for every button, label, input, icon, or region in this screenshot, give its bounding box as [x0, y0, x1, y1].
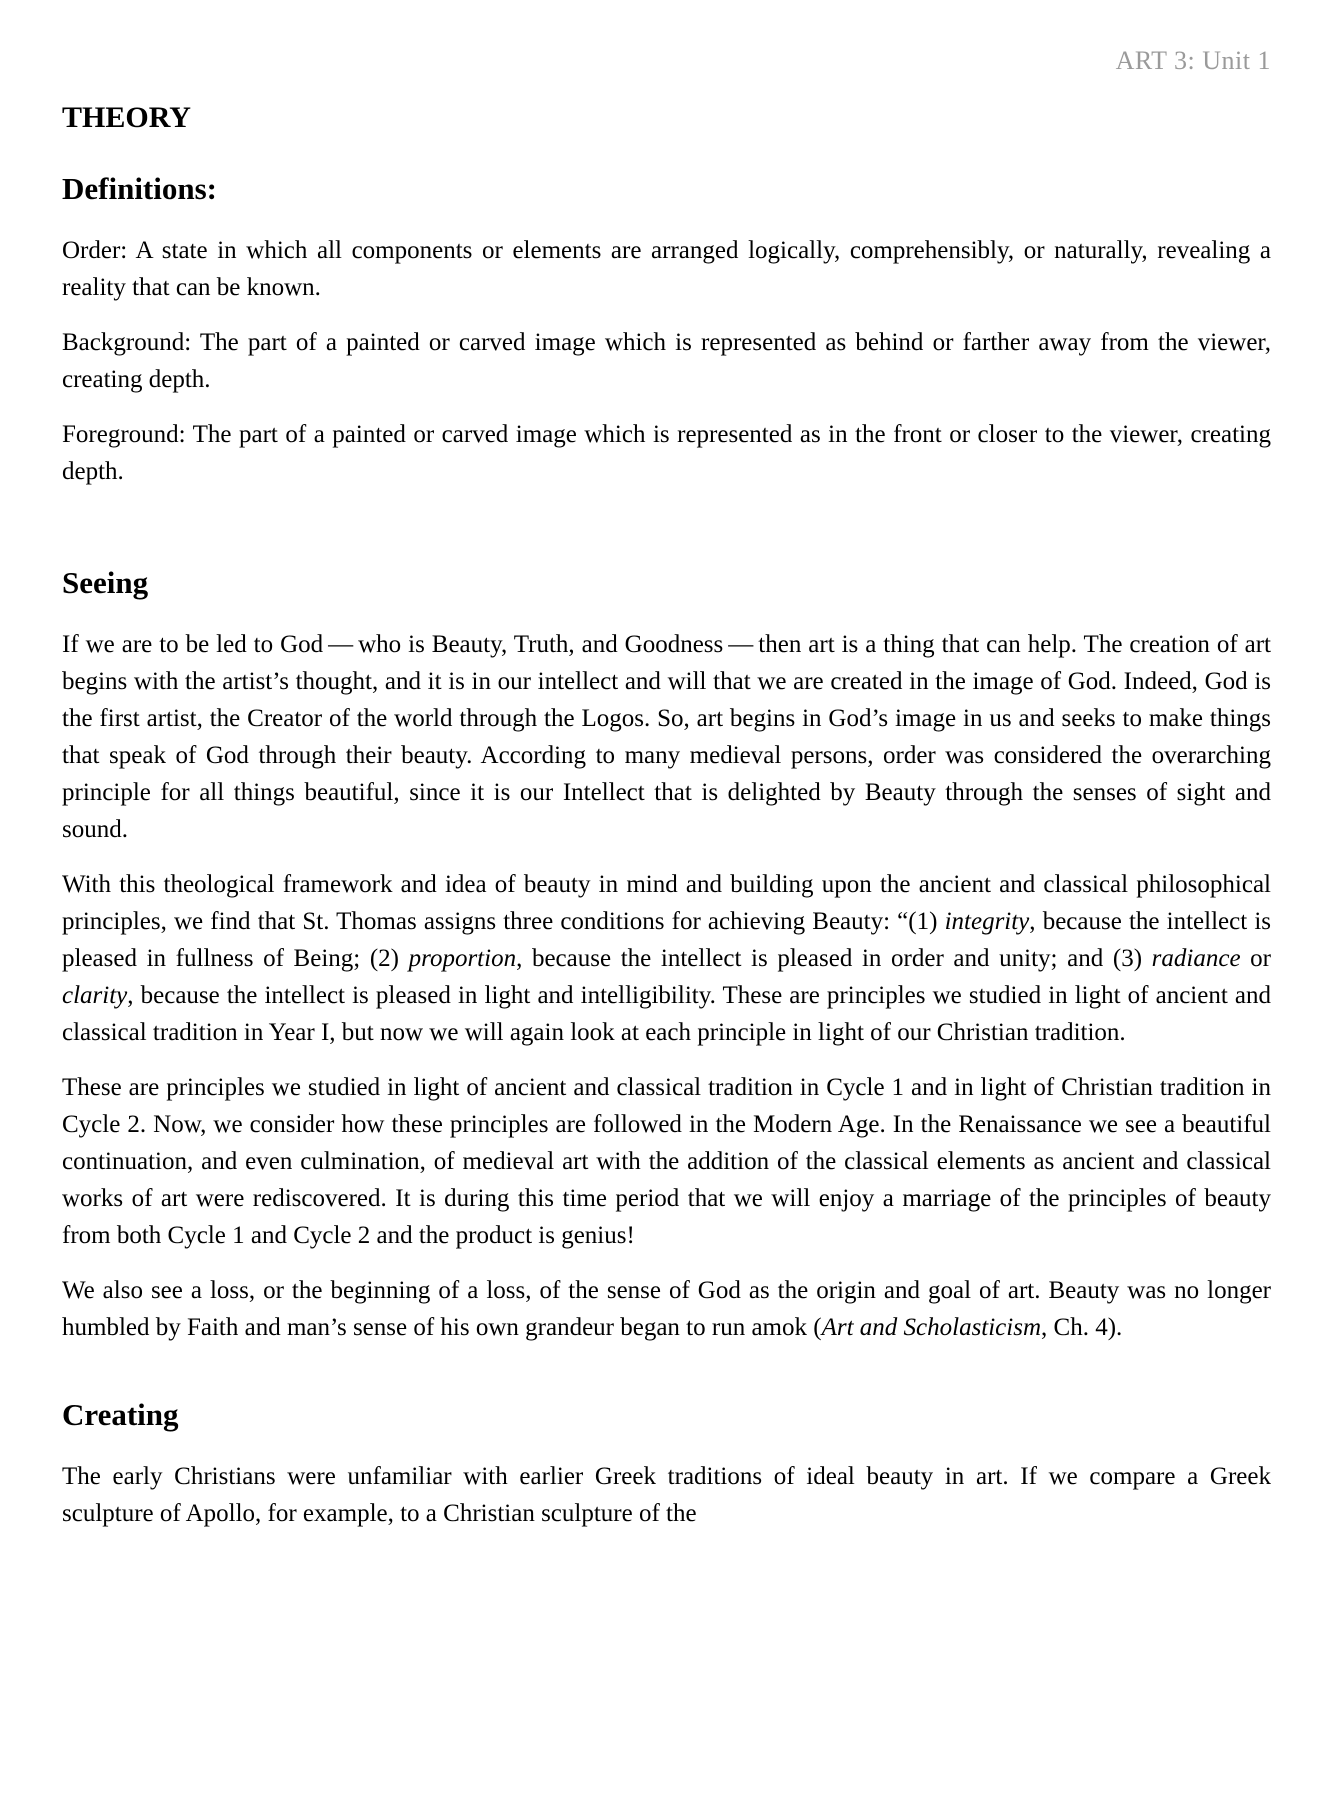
italic-text-run: clarity	[62, 982, 128, 1009]
italic-text-run: Art and Scholasticism	[821, 1314, 1042, 1341]
page-title-theory: THEORY	[62, 101, 191, 134]
definition-background: Background: The part of a painted or carved image which is represented as behind or farther away from the viewer, creating depth.	[62, 329, 1271, 393]
definition-foreground: Foreground: The part of a painted or carved image which is represented as in the front or closer to the viewer, creating depth.	[62, 421, 1271, 485]
heading-seeing: Seeing	[62, 565, 149, 600]
text-run: or	[1240, 945, 1272, 972]
page-header	[62, 46, 1271, 76]
italic-text-run: proportion	[408, 945, 517, 972]
text-run: With this theological framework and idea of beauty in mind and building upon the ancient and classical philosophical principles, we find that St. Thomas assigns three conditions for achieving Beauty: “(1)	[62, 871, 1271, 935]
heading-creating: Creating	[62, 1397, 179, 1432]
italic-text-run: integrity	[944, 908, 1030, 935]
italic-text-run: radiance	[1151, 945, 1241, 972]
text-run: , Ch. 4).	[1041, 1314, 1123, 1341]
heading-definitions: Definitions:	[62, 171, 217, 206]
creating-paragraph-1: The early Christians were unfamiliar with earlier Greek traditions of ideal beauty in art. If we compare a Greek sculpture of Apollo, for example, to a Christian sculpture of the	[62, 1463, 1271, 1527]
course-unit-label: ART 3: Unit 1	[1115, 46, 1271, 75]
text-run: , because the intellect is pleased in fullness of Being; (2)	[62, 908, 1271, 972]
seeing-paragraph-3: These are principles we studied in light of ancient and classical tradition in Cycle 1 and in light of Christian tradition in Cycle 2. Now, we consider how these principles are followed in the Modern Age. In the Renaissance we see a beautiful continuation, and even culmination, of medieval art with the addition of the classical elements as ancient and classical works of art were rediscovered. It is during this time period that we will enjoy a marriage of the principles of beauty from both Cycle 1 and Cycle 2 and the product is genius!	[62, 1074, 1271, 1249]
seeing-paragraph-1: If we are to be led to God — who is Beauty, Truth, and Goodness — then art is a thing that can help. The creation of art begins with the artist’s thought, and it is in our intellect and will that we are created in the image of God. Indeed, God is the first artist, the Creator of the world through the Logos. So, art begins in God’s image in us and seeks to make things that speak of God through their beauty. According to many medieval persons, order was considered the overarching principle for all things beautiful, since it is our Intellect that is delighted by Beauty through the senses of sight and sound.	[62, 631, 1271, 843]
text-run: , because the intellect is pleased in light and intelligibility. These are principles we studied in light of ancient and classical tradition in Year I, but now we will again look at each principle in light of our Christian tradition.	[62, 982, 1271, 1046]
text-run: We also see a loss, or the beginning of a loss, of the sense of God as the origin and goal of art. Beauty was no longer humbled by Faith and man’s sense of his own grandeur began to run amok (	[62, 1277, 1271, 1341]
seeing-paragraph-4	[62, 1272, 1271, 1346]
definition-order: Order: A state in which all components or elements are arranged logically, comprehensibly, or naturally, revealing a reality that can be known.	[62, 237, 1271, 301]
seeing-paragraph-2	[62, 866, 1271, 1051]
text-run: , because the intellect is pleased in order and unity; and (3)	[516, 945, 1152, 972]
